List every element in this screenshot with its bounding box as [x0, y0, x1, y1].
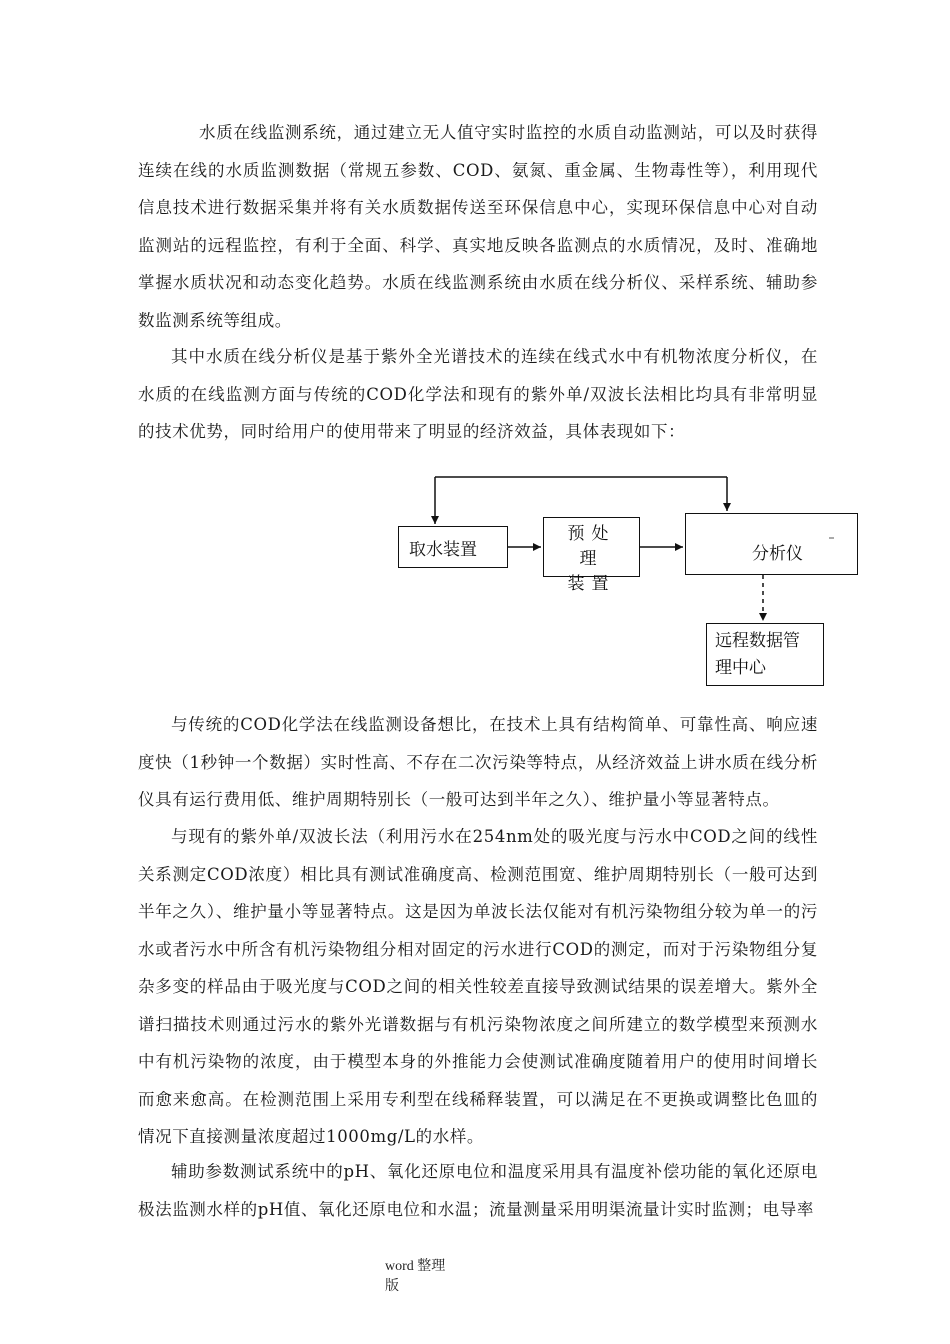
paragraph-intro: 水质在线监测系统，通过建立无人值守实时监控的水质自动监测站，可以及时获得连续在线的水质监测数据（常规五参数、COD、氨氮、重金属、生物毒性等），利用现代信息技术进行数据采集并将有关水质数据传送至环保信息中心，实现环保信息中心对自动监测站的远程监控，有利于全面、科学、真实地反映各监测点的水质情况，及时、准确地掌握水质状况和动态变化趋势。水质在线监测系统由水质在线分析仪、采样系统、辅助参数监测系统等组成。: [138, 123, 818, 330]
paragraph-auxiliary: 辅助参数测试系统中的pH、氧化还原电位和温度采用具有温度补偿功能的氧化还原电极法监测水样的pH值、氧化还原电位和水温；流量测量采用明渠流量计实时监测；电导率: [138, 1162, 818, 1219]
remote-data-center-box: [706, 623, 824, 686]
remote-center-label-line1: 远程数据管: [715, 631, 800, 651]
pretreatment-label-line2: 装置: [567, 574, 616, 594]
pretreatment-device-box: [543, 517, 640, 594]
intake-device-label: 取水装置: [409, 540, 477, 560]
page-footer: [385, 1257, 465, 1297]
analyzer-label: 分析仪: [752, 544, 803, 564]
paragraph-cod-comparison: 与传统的COD化学法在线监测设备想比，在技术上具有结构简单、可靠性高、响应速度快（1秒钟一个数据）实时性高、不存在二次污染等特点，从经济效益上讲水质在线分析仪具有运行费用低、维护周期特别长（一般可达到半年之久）、维护量小等显著特点。: [138, 715, 818, 809]
intake-device-box: [398, 526, 508, 568]
analyzer-box: [685, 513, 858, 575]
flow-diagram: [380, 468, 880, 698]
footer-line1: word 整理: [385, 1259, 446, 1274]
remote-center-label-line2: 理中心: [715, 658, 766, 678]
pretreatment-label-line1: 预处理: [567, 524, 616, 569]
footer-line2: 版: [385, 1279, 399, 1294]
paragraph-uv-comparison: 与现有的紫外单/双波长法（利用污水在254nm处的吸光度与污水中COD之间的线性关系测定COD浓度）相比具有测试准确度高、检测范围宽、维护周期特别长（一般可达到半年之久）、维护量小等显著特点。这是因为单波长法仅能对有机污染物组分较为单一的污水或者污水中所含有机污染物组分相对固定的污水进行COD的测定，而对于污染物组分复杂多变的样品由于吸光度与COD之间的相关性较差直接导致测试结果的误差增大。紫外全谱扫描技术则通过污水的紫外光谱数据与有机污染物浓度之间所建立的数学模型来预测水中有机污染物的浓度，由于模型本身的外推能力会使测试准确度随着用户的使用时间增长而愈来愈高。在检测范围上采用专利型在线稀释装置，可以满足在不更换或调整比色皿的情况下直接测量浓度超过1000mg/L的水样。: [138, 827, 818, 1146]
paragraph-analyzer: 其中水质在线分析仪是基于紫外全光谱技术的连续在线式水中有机物浓度分析仪，在水质的在线监测方面与传统的COD化学法和现有的紫外单/双波长法相比均具有非常明显的技术优势，同时给用户的使用带来了明显的经济效益，具体表现如下：: [138, 347, 818, 441]
